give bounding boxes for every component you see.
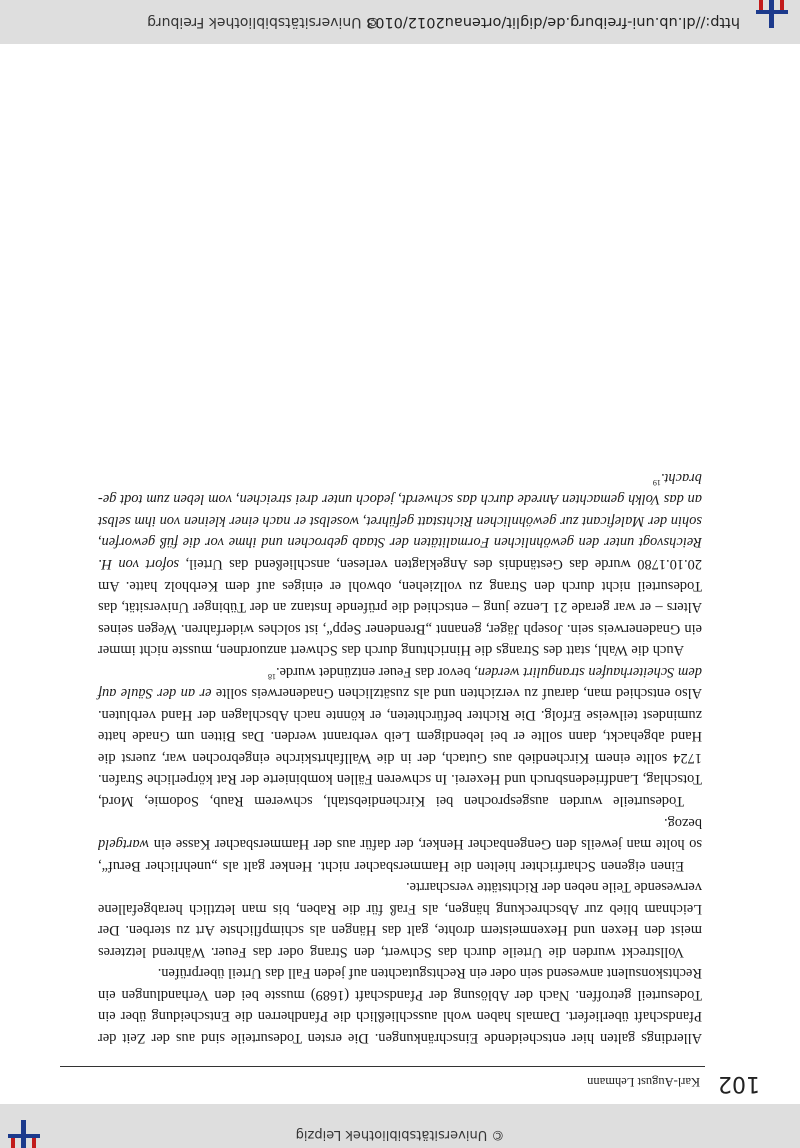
- footnote-marker: 18: [267, 671, 276, 681]
- library-copyright: © Universitätsbibliothek Leipzig: [295, 1127, 505, 1142]
- library-banner-bottom: [0, 0, 800, 44]
- paragraph: Auch die Wahl, statt des Strangs die Hinrichtung durch das Schwert anzuordnen, musste nicht immer ein Gnadenerweis sein. Joseph Jäger, genannt „Brendener Sepp“, ist solches widerfahren. Wegen seines Alters – er war gerade 21 Lenze jung – entschied die prüfende Instanz an der Tübinger Universität, das Todesurteil nicht durch den Strang zu vollziehen, obwohl er einiges auf dem Kerbholz hatte. Am 20.10.1780 wurde das Geständnis des Angeklagten verlesen, anschließend das Urteil, sofort von H. Reichsvogt unter den gewöhnlichen Formalitäten der Staab gebrochen und ihme vor die füß geworfen, sohin der Maleficant zur gewöhnlichen Richtstatt geführet, woselbst er nach einer kleinen von ihm selbst an das Volkh gemachten Anrede durch das schwerdt, jedoch unter drei streichen, vom leben zum todt gebracht.$^{19}$: [98, 469, 702, 659]
- library-banner-top: [0, 1104, 800, 1148]
- header-rule: [60, 1066, 705, 1067]
- paragraph: Todesurteile wurden ausgesprochen bei Kirchendiebstahl, schwerem Raub, Sodomie, Mord, Totschlag, Landfriedensbruch und Hexerei. In schweren Fällen kombinierte der Rat körperliche Strafen. 1724 sollte einem Kirchendieb aus Gutach, der in die Wallfahrtskirche eingebrochen war, zuerst die Hand abgehackt, dann sollte er bei lebendigem Leib verbrannt werden. Das Bitten um Gnade hatte zumindest teilweise Erfolg. Die Richter befürchteten, er könnte nach Abschlagen der Hand verbluten. Also entschied man, darauf zu verzichten und als zusätzlichen Gnadenerweis sollte er an der Säule auf dem Scheiterhaufen strangulirt werden, bevor das Feuer entzündet wurde.$^{18}$: [98, 663, 702, 809]
- paragraph: Allerdings galten hier entscheidende Einschränkungen. Die ersten Todesurteile sind aus der Zeit der Pfandschaft überliefert. Damals haben wohl ausschließlich die Pfandherren die Entscheidung über ein Todesurteil getroffen. Nach der Ablösung der Pfandschaft (1689) musste bei den Verhandlungen ein Rechtskonsulent anwesend sein oder ein Rechtsgutachten auf jeden Fall das Urteil überprüfen.: [98, 965, 702, 1046]
- page-header: [60, 1066, 760, 1096]
- body-text: [98, 466, 702, 1048]
- footnote-marker: 19: [652, 477, 661, 487]
- page-number: 102: [718, 1071, 760, 1096]
- paragraph: Einen eigenen Scharfrichter hielten die Hammersbacher nicht. Henker galt als „unehrlicher Beruf“, so holte man jeweils den Gengenbacher Henker, der dafür aus der Hammersbacher Kasse ein wartgeld bezog.: [98, 814, 702, 874]
- running-head: Karl-August Lehmann: [587, 1075, 700, 1089]
- paragraph: Vollstreckt wurden die Urteile durch das Schwert, den Strang oder das Feuer. Während letzteres meist den Hexen und Hexenmeistern drohte, galt das Hängen als schimpflichste Art zu sterben. Der Leichnam blieb zur Abschreckung hängen, als Fraß für die Raben, bis man letztlich herabgefallene verwesende Teile neben der Richtstätte verscharrte.: [98, 879, 702, 960]
- university-logo-icon: [754, 0, 790, 36]
- source-url-link[interactable]: http://dl.ub.uni-freiburg.de/diglit/ortenau2012/0103: [366, 14, 740, 30]
- library-copyright: © Universitätsbibliothek Freiburg: [147, 14, 380, 30]
